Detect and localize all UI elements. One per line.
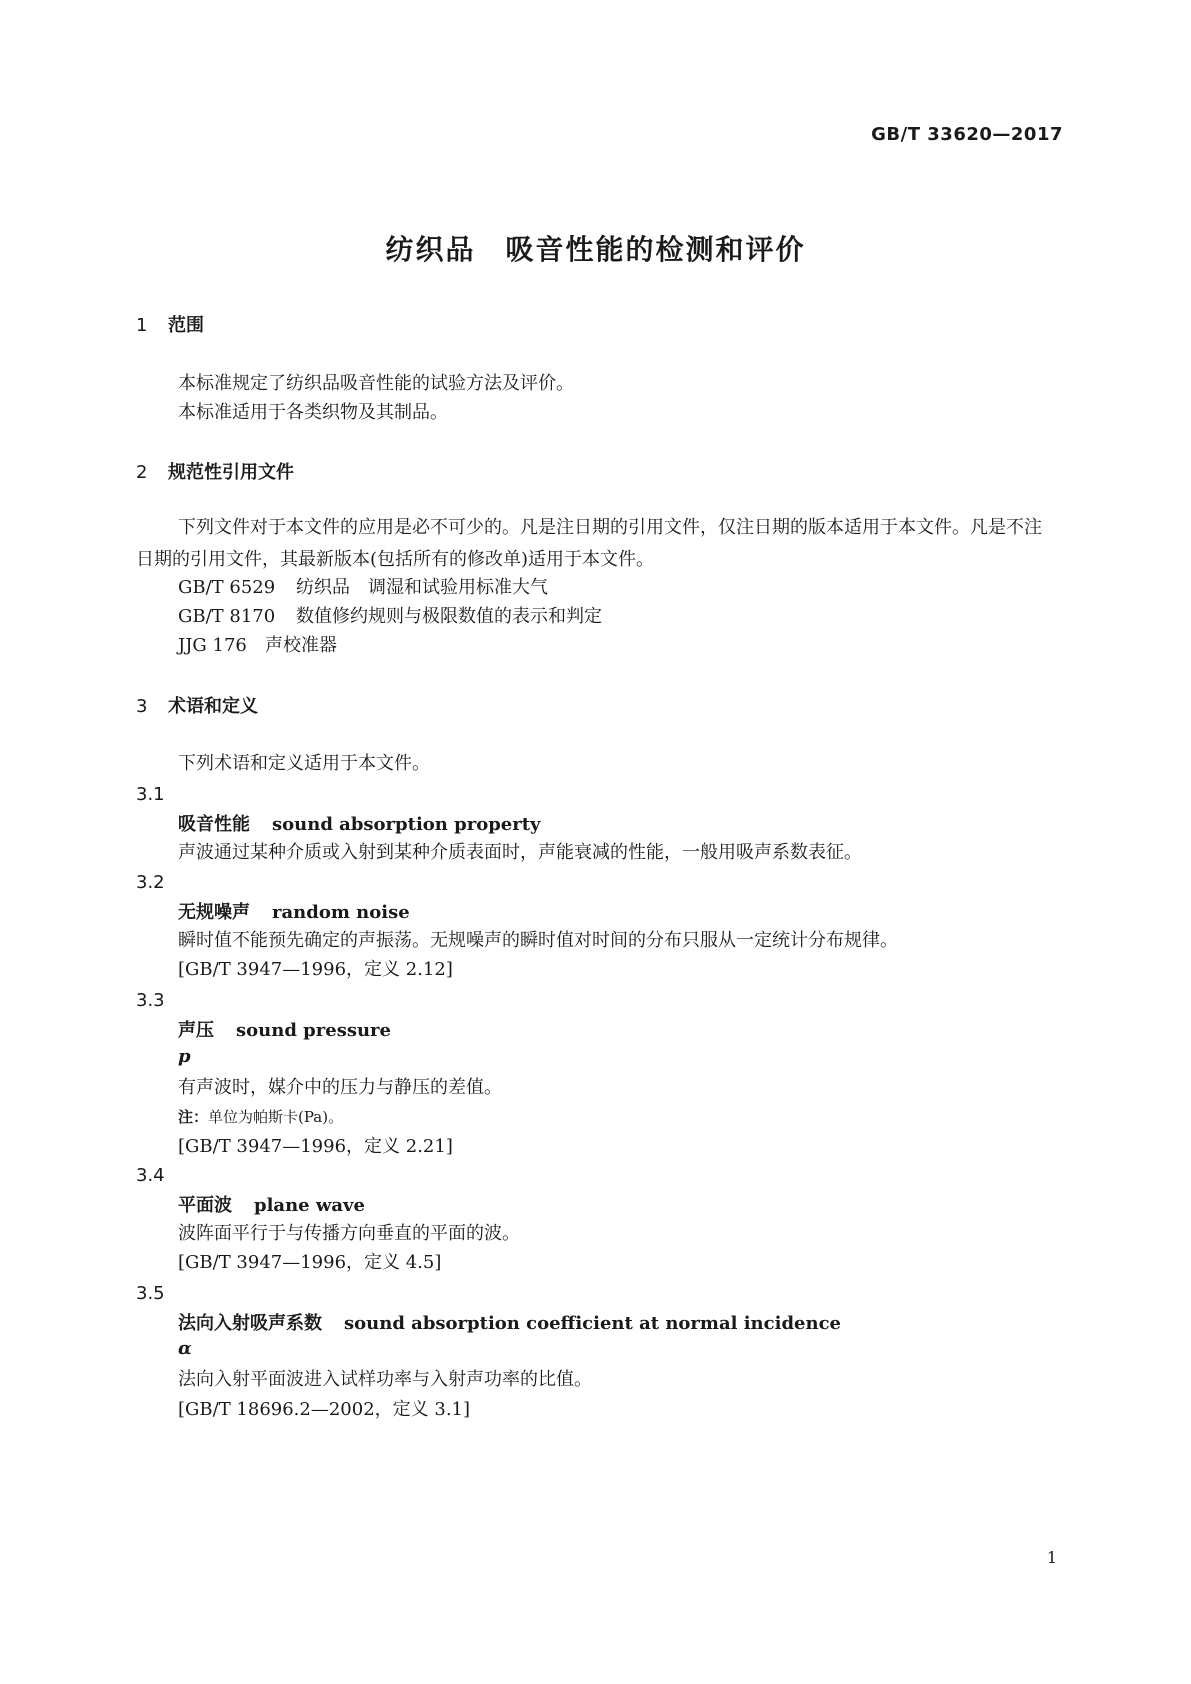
term-source: [GB/T 3947—1996，定义 2.21] xyxy=(178,1136,453,1157)
section-number: 2 xyxy=(136,462,148,483)
reference-item xyxy=(178,602,602,632)
reference-item xyxy=(178,631,337,661)
term-symbol: p xyxy=(178,1046,191,1067)
term-heading xyxy=(178,898,410,924)
section-title: 规范性引用文件 xyxy=(168,462,294,483)
note-text: 单位为帕斯卡(Pa)。 xyxy=(208,1108,344,1126)
standard-code: GB/T 33620—2017 xyxy=(871,124,1063,145)
term-definition: 法向入射平面波进入试样功率与入射声功率的比值。 xyxy=(178,1369,592,1390)
term-heading xyxy=(178,1309,841,1335)
section-1-heading xyxy=(136,311,204,337)
term-en: sound absorption coefficient at normal incidence xyxy=(344,1313,841,1334)
term-heading xyxy=(178,1016,391,1042)
term-definition: 声波通过某种介质或入射到某种介质表面时，声能衰减的性能，一般用吸声系数表征。 xyxy=(178,842,862,863)
reference-title: 声校准器 xyxy=(265,635,337,656)
term-source: [GB/T 3947—1996，定义 2.12] xyxy=(178,959,453,980)
clause-number: 3.1 xyxy=(136,784,165,805)
reference-title: 数值修约规则与极限数值的表示和判定 xyxy=(296,606,602,627)
term-en: sound pressure xyxy=(236,1020,391,1041)
section-title: 范围 xyxy=(168,315,204,336)
term-zh: 法向入射吸声系数 xyxy=(178,1313,322,1334)
term-heading xyxy=(178,810,541,836)
term-note xyxy=(178,1106,343,1127)
term-zh: 吸音性能 xyxy=(178,814,250,835)
paragraph: 本标准适用于各类织物及其制品。 xyxy=(178,402,448,423)
section-title: 术语和定义 xyxy=(168,696,258,717)
paragraph: 本标准规定了纺织品吸音性能的试验方法及评价。 xyxy=(178,373,574,394)
term-symbol: α xyxy=(178,1338,192,1359)
term-definition: 瞬时值不能预先确定的声振荡。无规噪声的瞬时值对时间的分布只服从一定统计分布规律。 xyxy=(178,930,898,951)
document-title: 纺织品 吸音性能的检测和评价 xyxy=(385,233,806,266)
section-2-heading xyxy=(136,458,294,484)
term-zh: 平面波 xyxy=(178,1195,232,1216)
section-number: 1 xyxy=(136,315,148,336)
term-zh: 无规噪声 xyxy=(178,902,250,923)
term-en: random noise xyxy=(272,902,410,923)
term-heading xyxy=(178,1191,365,1217)
clause-number: 3.3 xyxy=(136,990,165,1011)
reference-title: 纺织品 调湿和试验用标准大气 xyxy=(296,577,548,598)
section-number: 3 xyxy=(136,696,148,717)
reference-code: JJG 176 xyxy=(178,635,247,656)
note-label: 注： xyxy=(178,1108,209,1126)
reference-item xyxy=(178,573,548,603)
term-en: sound absorption property xyxy=(272,814,541,835)
reference-code: GB/T 6529 xyxy=(178,577,276,598)
page-number: 1 xyxy=(1046,1548,1057,1567)
term-definition: 波阵面平行于与传播方向垂直的平面的波。 xyxy=(178,1223,520,1244)
section-3-heading xyxy=(136,692,258,718)
term-source: [GB/T 3947—1996，定义 4.5] xyxy=(178,1252,442,1273)
paragraph: 下列文件对于本文件的应用是必不可少的。凡是注日期的引用文件，仅注日期的版本适用于本文件。凡是不注日期的引用文件，其最新版本(包括所有的修改单)适用于本文件。 xyxy=(136,517,1042,570)
paragraph: 下列术语和定义适用于本文件。 xyxy=(178,753,430,774)
clause-number: 3.2 xyxy=(136,872,165,893)
term-source: [GB/T 18696.2—2002，定义 3.1] xyxy=(178,1399,471,1420)
clause-number: 3.4 xyxy=(136,1165,165,1186)
term-definition: 有声波时，媒介中的压力与静压的差值。 xyxy=(178,1077,502,1098)
clause-number: 3.5 xyxy=(136,1283,165,1304)
reference-code: GB/T 8170 xyxy=(178,606,276,627)
term-zh: 声压 xyxy=(178,1020,214,1041)
term-en: plane wave xyxy=(254,1195,365,1216)
